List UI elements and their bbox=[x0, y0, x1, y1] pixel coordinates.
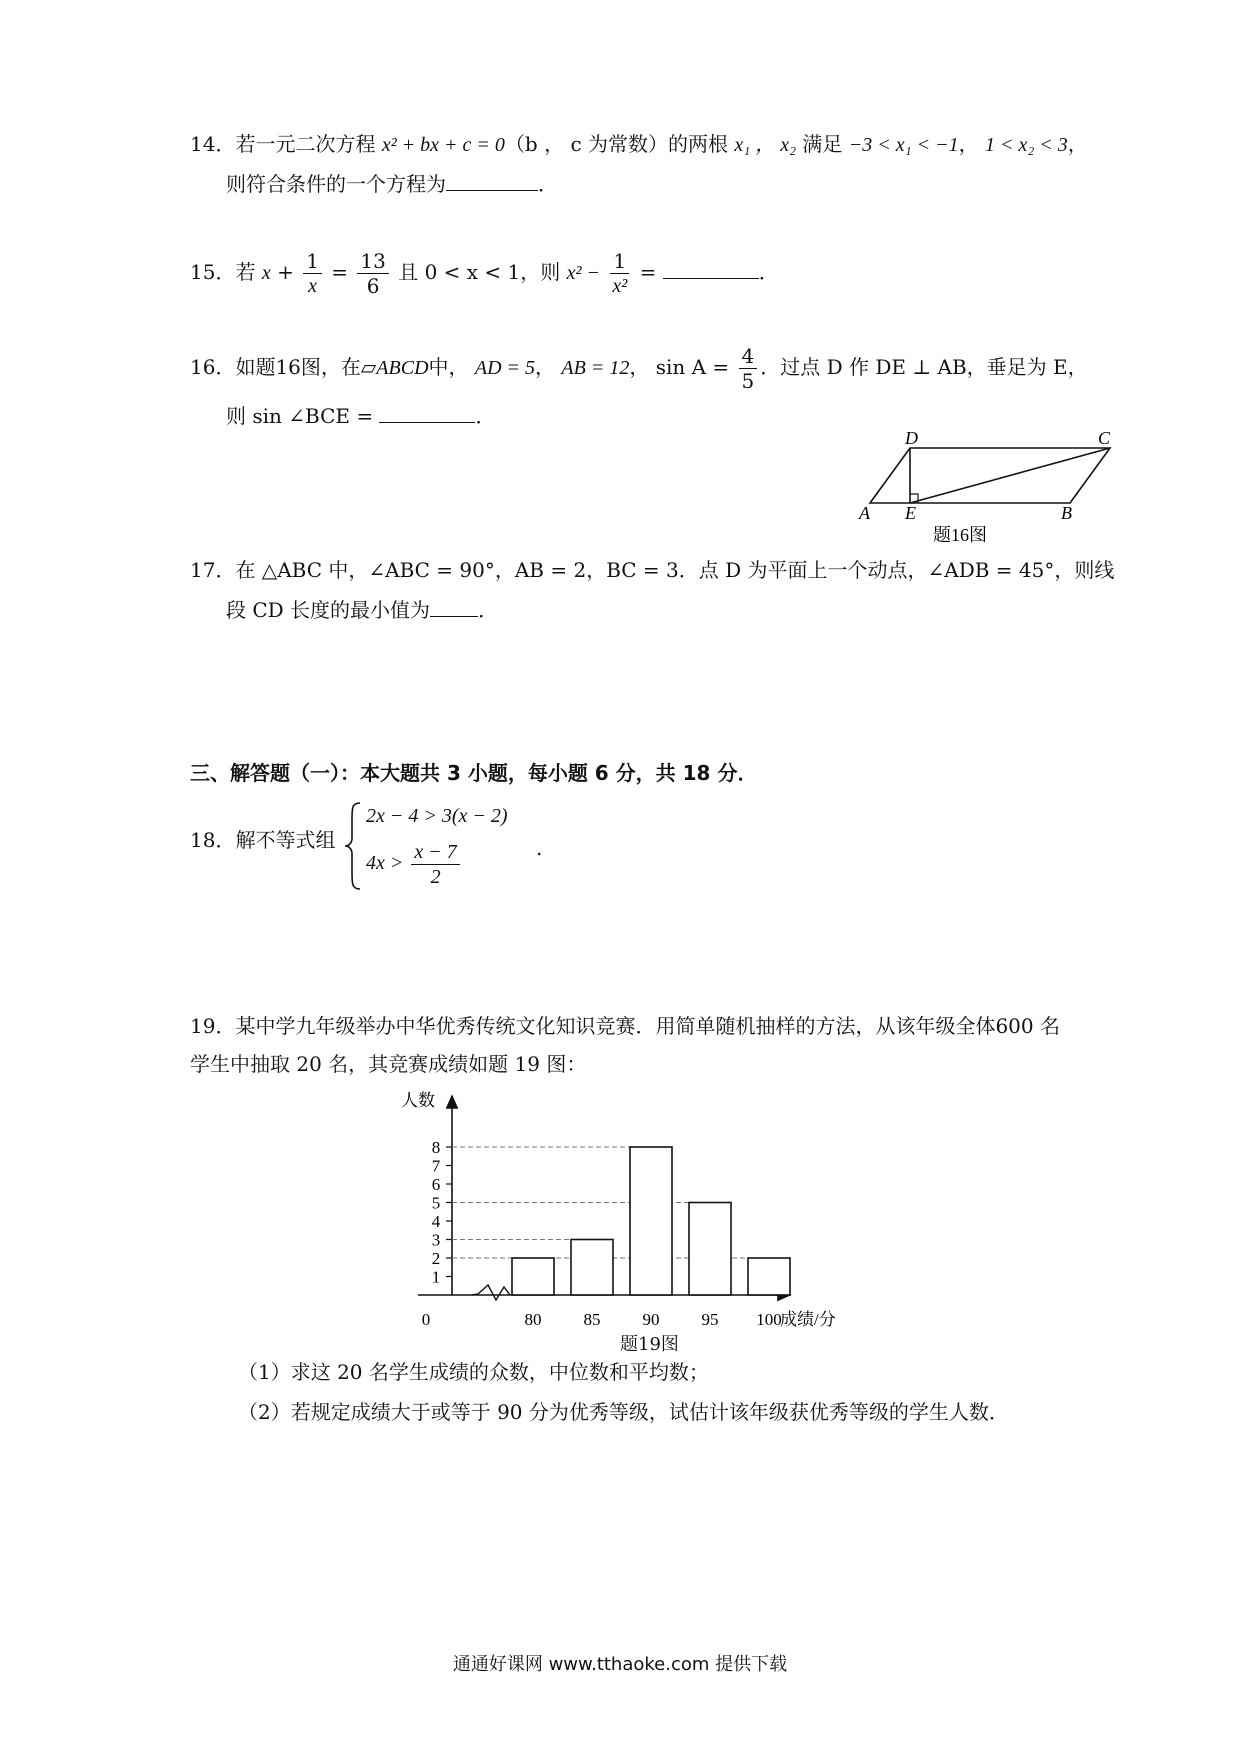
q16-line-2: 则 sin ∠BCE = bbox=[226, 404, 374, 428]
page-footer: 通通好课网 www.tthaoke.com 提供下载 bbox=[452, 1654, 788, 1675]
q17-line-2: 段 CD 长度的最小值为 bbox=[226, 598, 431, 622]
q14-line-2: 则符合条件的一个方程为 bbox=[226, 172, 446, 196]
x-tick-label: 80 bbox=[524, 1310, 542, 1329]
q18-text: 解不等式组 bbox=[235, 828, 336, 852]
q14-answer-blank bbox=[446, 168, 538, 191]
q15-plus: + bbox=[277, 260, 294, 284]
figure-16-parallelogram bbox=[855, 428, 1115, 548]
q16-abcd: ABCD bbox=[376, 357, 429, 379]
q19-number: 19． bbox=[190, 1014, 236, 1038]
label-c: C bbox=[1098, 428, 1111, 448]
q16-mid: 中， bbox=[428, 355, 469, 379]
question-16-line-2: 则 sin ∠BCE = ． bbox=[226, 400, 495, 432]
q15-f1-num: 1 bbox=[303, 249, 322, 274]
q15-f3-den: x² bbox=[612, 275, 628, 297]
q18-end: . bbox=[536, 836, 543, 860]
label-a: A bbox=[859, 503, 870, 523]
bar-95 bbox=[689, 1203, 731, 1296]
q15-equals: = bbox=[331, 260, 349, 284]
x-axis-label: 成绩/分 bbox=[780, 1310, 836, 1329]
q15-fraction-3 bbox=[609, 249, 630, 298]
figure-19-caption: 题19图 bbox=[620, 1334, 679, 1355]
q15-f3-num: 1 bbox=[610, 249, 629, 274]
q14-satisfies: 满足 bbox=[802, 132, 843, 156]
q19-sub-question-1: （1）求这 20 名学生成绩的众数，中位数和平均数； bbox=[238, 1360, 709, 1384]
section-3-title: 三、解答题（一）：本大题共 3 小题，每小题 6 分，共 18 分． bbox=[190, 761, 758, 785]
q14-prefix: 若一元二次方程 bbox=[235, 132, 376, 156]
q19-line-1: 某中学九年级举办中华优秀传统文化知识竞赛．用简单随机抽样的方法，从该年级全体600 名 bbox=[235, 1014, 1060, 1038]
y-tick-label: 6 bbox=[431, 1175, 441, 1194]
axis-break-mark bbox=[472, 1285, 510, 1300]
q15-fraction-1 bbox=[303, 249, 322, 298]
q14-number: 14． bbox=[190, 132, 236, 156]
segment-ec bbox=[910, 448, 1110, 503]
question-18 bbox=[190, 824, 335, 856]
q19-line-2: 学生中抽取 20 名，其竞赛成绩如题 19 图： bbox=[190, 1052, 587, 1076]
q15-prefix: 若 bbox=[235, 260, 256, 284]
x-tick-label: 95 bbox=[701, 1310, 719, 1329]
q14-inequality-2: 1 < x₂ < 3 bbox=[984, 134, 1068, 156]
question-14: 14．若一元二次方程 x² + bx + c = 0（b ， c 为常数）的两根 x₁ ， x₂ 满足 −3 < x₁ < −1， 1 < x₂ < 3， bbox=[190, 132, 1088, 156]
question-15: 15．若 x + $\frac{1}{x}$ = $\frac{13}{6}$ 且 0 < x < 1，则 x² − $\frac{1}{\text{x²}}$ = ． bbox=[190, 249, 779, 298]
q15-number: 15． bbox=[190, 260, 236, 284]
parallelogram-abcd bbox=[870, 448, 1110, 503]
bar-85 bbox=[571, 1240, 613, 1296]
q16-sinA: sin A = bbox=[655, 355, 730, 379]
q16-ab: AB = 12 bbox=[561, 357, 630, 379]
q14-equation: x² + bx + c = 0 bbox=[381, 134, 505, 156]
q16-fraction bbox=[739, 344, 758, 393]
label-e: E bbox=[905, 503, 916, 523]
question-17-line-2: 段 CD 长度的最小值为 ． bbox=[226, 594, 498, 626]
y-tick-label: 8 bbox=[431, 1138, 441, 1157]
figure-19-bar-chart bbox=[400, 1082, 920, 1362]
label-d: D bbox=[905, 428, 918, 448]
q15-fraction-2 bbox=[357, 249, 388, 298]
y-tick-label: 4 bbox=[431, 1212, 441, 1231]
q18-number: 18． bbox=[190, 828, 236, 852]
q16-number: 16． bbox=[190, 355, 236, 379]
q15-f2-den: 6 bbox=[366, 274, 380, 298]
q15-equals-2: = bbox=[639, 260, 657, 284]
y-tick-label: 3 bbox=[431, 1230, 441, 1250]
q19-sub-question-2: （2）若规定成绩大于或等于 90 分为优秀等级，试估计该年级获优秀等级的学生人数． bbox=[238, 1400, 1009, 1424]
origin-label: 0 bbox=[421, 1310, 431, 1329]
q15-f2-num: 13 bbox=[357, 249, 388, 274]
question-14-line-2: 则符合条件的一个方程为 ． bbox=[226, 168, 558, 200]
q17-line-1: 在 △ABC 中，∠ABC = 90°，AB = 2，BC = 3．点 D 为平面上一个动点，∠ADB = 45°，则线 bbox=[235, 558, 1115, 582]
q16-ad: AD = 5 bbox=[474, 357, 536, 379]
chart-plot-area bbox=[401, 1091, 836, 1329]
system-brace bbox=[342, 800, 366, 892]
x-tick-label: 90 bbox=[642, 1310, 660, 1329]
y-tick-label: 2 bbox=[431, 1249, 441, 1268]
q16-f-den: 5 bbox=[741, 369, 755, 393]
y-tick-label: 5 bbox=[431, 1193, 441, 1213]
q15-expression: x² − bbox=[566, 262, 600, 284]
y-axis-label: 人数 bbox=[401, 1091, 435, 1110]
y-tick-label: 1 bbox=[431, 1267, 441, 1287]
q16-f-num: 4 bbox=[739, 344, 758, 369]
bar-100 bbox=[748, 1258, 790, 1295]
question-16: 16．如题16图，在▱ABCD中， AD = 5， AB = 12， sin A = $\frac{4}{5}$ ．过点 D 作 DE ⊥ AB，垂足为 E， bbox=[190, 344, 1088, 393]
q15-f1-den: x bbox=[308, 275, 317, 297]
q15-x: x bbox=[261, 262, 271, 284]
y-tick-label: 7 bbox=[431, 1156, 441, 1176]
q18-row-2 bbox=[366, 836, 463, 890]
q14-roots: x₁ ， x₂ bbox=[734, 134, 797, 156]
bar-80 bbox=[512, 1258, 554, 1295]
q15-middle: 且 0 < x < 1，则 bbox=[398, 260, 561, 284]
q18-frac-den: 2 bbox=[430, 865, 441, 888]
q16-prefix: 如题16图，在▱ bbox=[235, 355, 377, 379]
question-17 bbox=[190, 554, 1114, 586]
q17-answer-blank bbox=[430, 594, 478, 617]
q14-condition: （b ， c 为常数）的两根 bbox=[504, 132, 729, 156]
q15-answer-blank bbox=[663, 256, 759, 279]
q16-rest: ．过点 D 作 DE ⊥ AB，垂足为 E， bbox=[760, 355, 1088, 379]
x-tick-label: 100 bbox=[756, 1310, 782, 1329]
figure-16-caption: 题16图 bbox=[933, 525, 987, 545]
q16-answer-blank bbox=[379, 400, 475, 423]
q18-frac-num: x − 7 bbox=[411, 840, 459, 865]
q18-row-1: 2x − 4 > 3(x − 2) bbox=[366, 805, 508, 827]
q14-inequality-1: −3 < x₁ < −1 bbox=[848, 134, 959, 156]
question-19 bbox=[190, 1010, 1060, 1042]
q18-fraction bbox=[411, 840, 459, 889]
q17-number: 17． bbox=[190, 558, 236, 582]
x-tick-label: 85 bbox=[583, 1310, 601, 1329]
q18-row-2-prefix: 4x > bbox=[366, 852, 404, 874]
bar-90 bbox=[630, 1147, 672, 1295]
label-b: B bbox=[1061, 503, 1072, 523]
